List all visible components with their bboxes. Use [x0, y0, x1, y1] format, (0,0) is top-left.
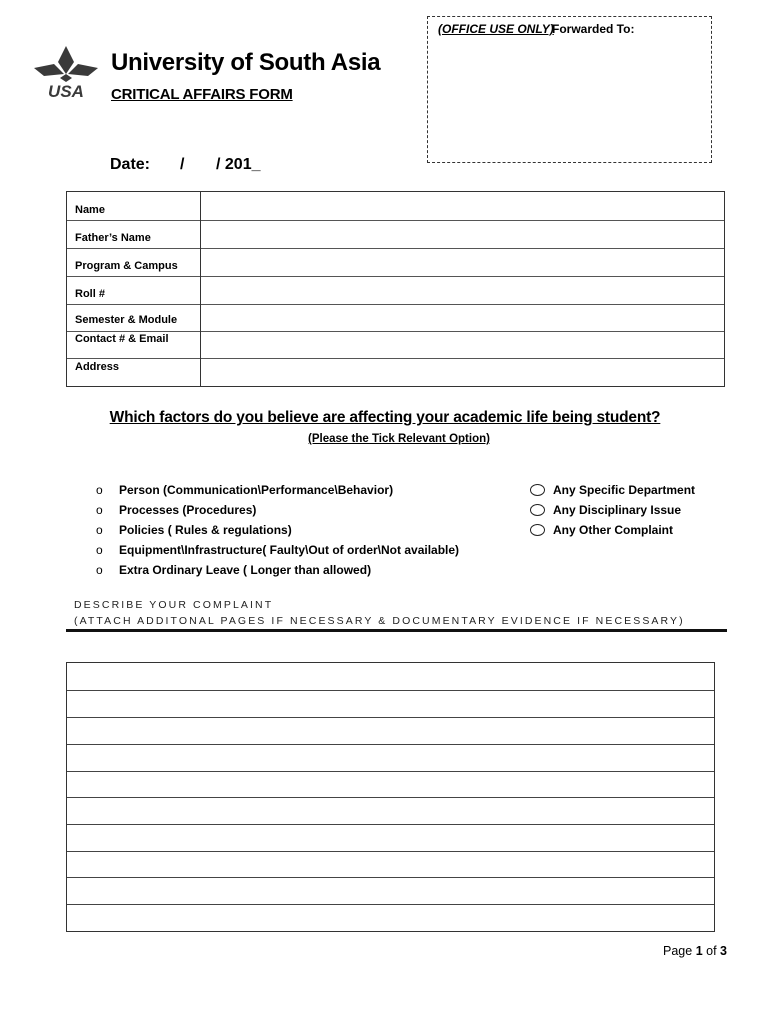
- option-label: Any Disciplinary Issue: [553, 503, 682, 517]
- question-instruction: (Please the Tick Relevant Option): [308, 433, 490, 445]
- writing-line: [67, 797, 714, 798]
- table-row-divider: [67, 220, 724, 221]
- field-label-semester-module: Semester & Module: [75, 314, 178, 326]
- page-number: [663, 944, 727, 958]
- table-column-divider: [200, 191, 201, 387]
- table-row-divider: [67, 248, 724, 249]
- office-use-label: (OFFICE USE ONLY): [438, 22, 554, 36]
- describe-complaint-note: (ATTACH ADDITONAL PAGES IF NECESSARY & DOCUMENTARY EVIDENCE IF NECESSARY): [74, 615, 685, 627]
- form-title: CRITICAL AFFAIRS FORM: [111, 86, 293, 103]
- option-label: Any Other Complaint: [553, 523, 674, 537]
- option-label: Equipment\Infrastructure( Faulty\Out of order\Not available): [119, 543, 460, 557]
- logo-text: USA: [48, 82, 84, 100]
- field-label-name: Name: [75, 204, 105, 216]
- writing-line: [67, 771, 714, 772]
- writing-line: [67, 904, 714, 905]
- radio-circle-icon[interactable]: [530, 484, 545, 496]
- question-heading: Which factors do you believe are affecting your academic life being student?: [109, 409, 661, 426]
- page-word: Page: [663, 944, 693, 958]
- writing-line: [67, 744, 714, 745]
- option-equipment[interactable]: [96, 543, 459, 557]
- writing-line: [67, 877, 714, 878]
- option-label: Extra Ordinary Leave ( Longer than allowed): [119, 563, 372, 577]
- radio-circle-icon[interactable]: [530, 524, 545, 536]
- option-extra-leave[interactable]: [96, 563, 371, 577]
- date-label: Date:: [110, 156, 151, 173]
- option-label: Policies ( Rules & regulations): [119, 523, 292, 537]
- office-use-box: [427, 16, 712, 163]
- of-word: of: [706, 944, 717, 958]
- option-disciplinary-issue[interactable]: [530, 503, 681, 517]
- bullet-icon: o: [96, 543, 103, 557]
- field-label-fathers-name: Father’s Name: [75, 232, 151, 244]
- page-current: 1: [695, 944, 703, 958]
- writing-line: [67, 690, 714, 691]
- radio-circle-icon[interactable]: [530, 504, 545, 516]
- date-separator: /: [180, 156, 185, 173]
- logo-emblem-icon: [30, 44, 102, 100]
- option-processes[interactable]: [96, 503, 256, 517]
- university-name: University of South Asia: [111, 49, 381, 76]
- table-row-divider: [67, 304, 724, 305]
- table-row-divider: [67, 331, 724, 332]
- date-year: / 201_: [216, 156, 261, 173]
- bullet-icon: o: [96, 503, 103, 517]
- student-info-table: [66, 191, 725, 387]
- option-other-complaint[interactable]: [530, 523, 673, 537]
- university-logo: [30, 44, 102, 100]
- bullet-icon: o: [96, 523, 103, 537]
- option-specific-department[interactable]: [530, 483, 695, 497]
- bullet-icon: o: [96, 563, 103, 577]
- writing-line: [67, 717, 714, 718]
- describe-complaint-heading: DESCRIBE YOUR COMPLAINT: [74, 599, 274, 611]
- complaint-text-area[interactable]: [66, 662, 715, 932]
- option-label: Processes (Procedures): [119, 503, 257, 517]
- section-divider: [66, 629, 727, 632]
- table-row-divider: [67, 358, 724, 359]
- field-label-roll: Roll #: [75, 288, 105, 300]
- option-policies[interactable]: [96, 523, 292, 537]
- writing-line: [67, 851, 714, 852]
- bullet-icon: o: [96, 483, 103, 497]
- field-label-program-campus: Program & Campus: [75, 260, 178, 272]
- option-label: Any Specific Department: [553, 483, 696, 497]
- option-person[interactable]: [96, 483, 393, 497]
- writing-line: [67, 824, 714, 825]
- option-label: Person (Communication\Performance\Behavior): [119, 483, 394, 497]
- field-label-address: Address: [75, 361, 120, 373]
- field-label-contact-email: Contact # & Email: [75, 333, 169, 345]
- table-row-divider: [67, 276, 724, 277]
- page-total: 3: [720, 944, 727, 958]
- forwarded-to-label: Forwarded To:: [552, 22, 635, 36]
